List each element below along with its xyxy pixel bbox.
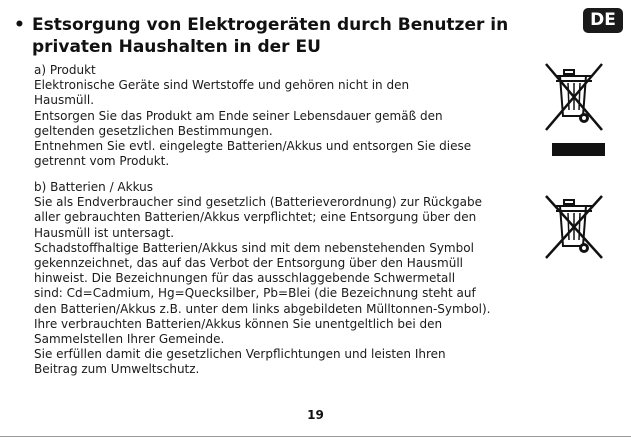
crossed-out-wheelie-bin-icon (540, 58, 608, 136)
section-heading (14, 14, 534, 58)
batteries-text-line: Sammelstellen Ihrer Gemeinde. (34, 332, 225, 347)
crossed-out-wheelie-bin-icon (540, 192, 608, 264)
product-text-line: Elektronische Geräte sind Wertstoffe und gehören nicht in den (34, 78, 410, 93)
batteries-text-line: sind: Cd=Cadmium, Hg=Quecksilber, Pb=Blei (die Bezeichnung steht auf (34, 286, 476, 301)
product-text-line: Entsorgen Sie das Produkt am Ende seiner Lebensdauer gemäß den (34, 108, 443, 123)
heading-title: Estsorgung von Elektrogeräten durch Benutzer in privaten Haushalten in der EU (32, 15, 509, 57)
heading-bullet: • (14, 15, 25, 35)
product-subheading: a) Produkt (34, 63, 96, 77)
product-text-line: getrennt vom Produkt. (34, 154, 170, 169)
product-text-line: Hausmüll. (34, 93, 95, 108)
batteries-text-line: Sie erfüllen damit die gesetzlichen Verpflichtungen und leisten Ihren (34, 347, 446, 362)
batteries-text-line: Beitrag zum Umweltschutz. (34, 362, 200, 377)
batteries-text-line: aller gebrauchten Batterien/Akkus verpflichtet; eine Entsorgung über den (34, 210, 477, 225)
batteries-text-line: Sie als Endverbraucher sind gesetzlich (Batterieverordnung) zur Rückgabe (34, 195, 482, 210)
product-text-line: Entnehmen Sie evtl. eingelegte Batterien/Akkus und entsorgen Sie diese (34, 139, 472, 154)
batteries-text-line: Ihre verbrauchten Batterien/Akkus können Sie unentgeltlich bei den (34, 316, 443, 331)
batteries-text-line: Schadstoffhaltige Batterien/Akkus sind mit dem nebenstehenden Symbol (34, 240, 474, 255)
page-number: 19 (307, 408, 324, 422)
solid-bar-marking (552, 143, 605, 156)
batteries-text-line: hinweist. Die Bezeichnungen für das ausschlaggebende Schwermetall (34, 271, 456, 286)
product-text-line: geltenden gesetzlichen Bestimmungen. (34, 123, 273, 138)
section-product (34, 63, 534, 169)
bottom-divider (0, 436, 631, 437)
section-batteries (34, 180, 554, 378)
batteries-text-line: Hausmüll ist untersagt. (34, 225, 175, 240)
batteries-text-line: den Batterien/Akkus z.B. unter dem links abgebildeten Mülltonnen-Symbol). (34, 301, 491, 316)
language-badge: DE (583, 8, 623, 33)
batteries-text-line: gekennzeichnet, das auf das Verbot der Entsorgung über den Hausmüll (34, 256, 463, 271)
batteries-subheading: b) Batterien / Akkus (34, 180, 154, 194)
